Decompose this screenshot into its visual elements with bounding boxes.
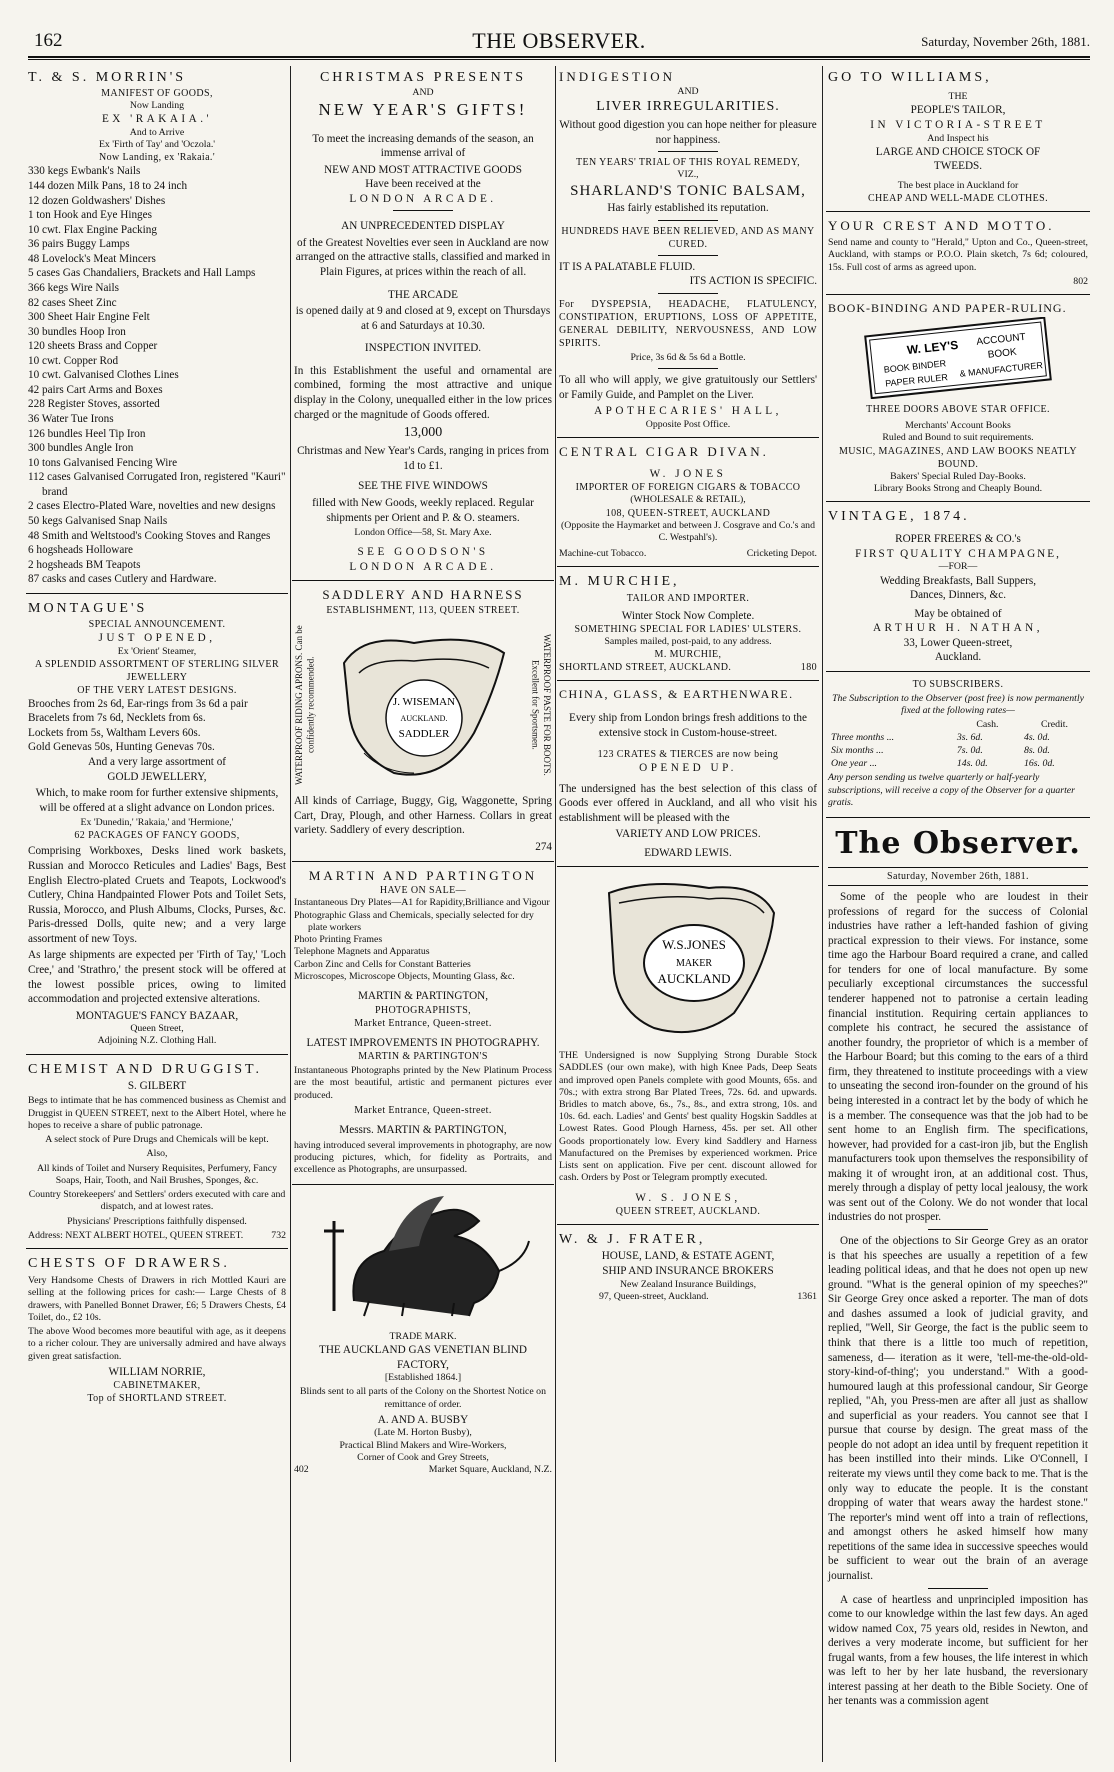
advert-title: YOUR CREST AND MOTTO. — [828, 218, 1055, 234]
advert-text: SEE THE FIVE WINDOWS — [358, 480, 488, 493]
advert-text: The above Wood becomes more beautiful with age, as it deepens to a richer colour. They are universally admired and have always given great satisfaction. — [28, 1326, 286, 1362]
advert-text: To all who will apply, we give gratuitously our Settlers' or Family Guide, and Pamplet on the Liver. — [559, 374, 817, 401]
advert-text: TRADE MARK. — [389, 1330, 457, 1342]
crest-advert — [826, 215, 1090, 295]
advert-text: Address: NEXT ALBERT HOTEL, QUEEN STREET. — [28, 1229, 244, 1241]
column-4 — [826, 66, 1090, 1762]
advert-text: Very Handsome Chests of Drawers in rich Mottled Kauri are selling at the following prices for cash:— Large Chests of 8 drawers, with Panelled Bonnet Drawer, £6; 5 Drawers Chests, £4 Toilet, do., £2 10s. — [28, 1275, 286, 1323]
rate-price: 14s. 0d. — [956, 757, 988, 769]
rate-row — [828, 732, 1088, 745]
advert-text: Ex 'Dunedin,' 'Rakaia,' and 'Hermione,' — [80, 817, 234, 829]
sign-text: BOOK BINDER — [883, 357, 947, 375]
advert-text: Instantaneous Photographs printed by the New Platinum Process are the most beautiful, artistic and permanent pictures ever produced. — [294, 1065, 552, 1101]
morrin-advert — [26, 66, 288, 594]
advert-title: THE AUCKLAND GAS VENETIAN BLIND FACTORY, — [319, 1344, 527, 1371]
advert-title: VINTAGE, 1874. — [828, 509, 970, 525]
advert-text: Messrs. MARTIN & PARTINGTON, — [339, 1123, 507, 1136]
goods-list-item: 300 bundles Angle Iron — [28, 442, 134, 455]
bookbinding-advert — [826, 298, 1090, 502]
advert-text: CHEAP AND WELL-MADE CLOTHES. — [867, 193, 1049, 205]
goods-list-item: 10 cwt. Copper Rod — [28, 354, 119, 367]
rate-period: One year ... — [831, 757, 877, 769]
china-advert — [557, 684, 819, 867]
advert-text: having introduced several improvements in photography, are now producing pictures, which, for fidelity as Portraits, and excellence as Photographs, are unsurpassed. — [294, 1139, 552, 1175]
goods-list-item: 366 kegs Wire Nails — [28, 281, 120, 294]
price-list-item: Brooches from 2s 6d, Ear-rings from 3s 6d a pair — [28, 697, 248, 710]
advert-text: Christmas and New Year's Cards, ranging in prices from 1d to £1. — [297, 445, 549, 472]
murchie-advert — [557, 570, 819, 681]
rate-row — [828, 758, 1088, 771]
advert-text: Blinds sent to all parts of the Colony on the Shortest Notice on remittance of order. — [300, 1386, 546, 1410]
column-1 — [26, 66, 288, 1762]
advert-text: OPENED UP. — [639, 762, 737, 775]
goods-list-item: 12 dozen Goldwashers' Dishes — [28, 194, 166, 207]
advert-text: W. S. JONES, — [635, 1191, 741, 1204]
advert-text: IN VICTORIA-STREET — [870, 118, 1046, 131]
advert-text: Machine-cut Tobacco. — [559, 548, 647, 560]
side-text-right: WATERPROOF PASTE FOR BOOTS. Excellent for Sportsmen. — [530, 634, 552, 777]
goods-list-item: 10 tons Galvanised Fencing Wire — [28, 456, 178, 469]
advert-text: 97, Queen-street, Auckland. — [599, 1290, 709, 1302]
advert-text: As large shipments are expected per 'Firth of Tay,' 'Loch Cree,' and 'Strathro,' the present stock will be offered at the lowest possible prices, owing to limited accommodation and projected extensive alterations. — [28, 949, 286, 1006]
advert-text: 108, QUEEN-STREET, AUCKLAND — [605, 507, 771, 519]
goods-list-item: 120 sheets Brass and Copper — [28, 340, 158, 353]
product-list-item: Telephone Magnets and Apparatus — [294, 946, 430, 958]
subscription-notice — [826, 675, 1090, 818]
stamp-text: MAKER — [675, 958, 713, 970]
advert-text: (WHOLESALE & RETAIL), — [630, 494, 746, 506]
notice-title: TO SUBSCRIBERS. — [912, 678, 1004, 690]
advert-title: CHINA, GLASS, & EARTHENWARE. — [559, 687, 794, 702]
advert-title: T. & S. MORRIN'S — [28, 70, 187, 85]
advert-subtitle: SPECIAL ANNOUNCEMENT. — [88, 618, 226, 630]
advert-title: GO TO WILLIAMS, — [828, 70, 992, 85]
advert-number: 180 — [800, 662, 817, 674]
advert-text: A select stock of Pure Drugs and Chemicals will be kept. — [45, 1134, 269, 1146]
goods-list-item: 48 Smith and Weltstood's Cooking Stoves and Ranges — [28, 529, 271, 542]
advert-title: W. & J. FRATER, — [559, 1232, 706, 1248]
advert-text: Comprising Workboxes, Desks lined work baskets, Russian and Morocco Reticules and Ladies' Bags, Best English Electro-plated Cruets and Teapots, Lockwood's Cutlery, China Handpainted Flower Pots and Toilet Sets, Russia, Morocco, and Plush Albums, Clocks, Purses, &c. Paris-dressed Dolls, quite new; and a very large assortment of new Toys. — [28, 845, 286, 945]
column-header: Cash. — [976, 719, 999, 731]
advert-text: Auckland. — [934, 651, 982, 664]
advert-text: VIZ., — [677, 169, 699, 181]
indigestion-advert — [557, 66, 819, 438]
advert-text: ITS ACTION IS SPECIFIC. — [689, 275, 817, 288]
product-list-item: Instantaneous Dry Plates—A1 for Rapidity,Brilliance and Vigour — [294, 897, 550, 909]
rate-price: 8s. 0d. — [1023, 744, 1050, 756]
advert-title: MARTIN AND PARTINGTON — [308, 867, 538, 883]
stamp-text: AUCKLAND — [657, 971, 731, 987]
advert-text: TEN YEARS' TRIAL OF THIS ROYAL REMEDY, — [576, 157, 800, 169]
rate-row — [828, 745, 1088, 758]
price-list-item: Lockets from 5s, Waltham Levers 60s. — [28, 726, 201, 739]
advert-number: 732 — [271, 1229, 286, 1241]
paragraph-separator — [928, 1588, 988, 1589]
sign-text: BOOK — [987, 346, 1018, 361]
column-header: Credit. — [1041, 719, 1068, 731]
advert-text: GOLD JEWELLERY, — [107, 770, 207, 783]
goods-list-item: 10 cwt. Galvanised Clothes Lines — [28, 369, 179, 382]
advert-text: To meet the increasing demands of the season, an immense arrival of — [312, 132, 534, 160]
advert-text: THE ARCADE — [388, 288, 458, 301]
advert-text: Queen Street, — [130, 1023, 184, 1035]
advert-text: AND — [677, 85, 699, 97]
advert-text: Samples mailed, post-paid, to any address. — [604, 636, 772, 648]
product-list-item: Photo Printing Frames — [294, 934, 383, 946]
rate-price: 7s. 0d. — [956, 744, 983, 756]
saddle-illustration — [324, 623, 524, 788]
advert-number: 402 — [294, 1464, 309, 1476]
advert-text: THE Undersigned is now Supplying Strong Durable Stock SADDLES (our own make), with high Knee Pads, Deep Seats and improved open Panels complete with good Mounts, 65s. and 70s.; with extra strong Bar Plated Trees, 72s. 6d. and upwards. Bridles to match above, 6s., 7s., 8s., and extra strong, 10s. and 10s. 6d. each. Ladies' and Gents' best quality Hogskin Saddles at Lowest Rates. Good Plough Harness, 45s. per set. All other Goods proportionately low. Every kind Saddlery and Harness Manufactured on the Premises by experienced workmen. Price Lists sent on application. Five per cent. discount allowed for cash. Orders by Post or Telegram promptly executed. — [559, 1050, 817, 1184]
advert-title: MONTAGUE'S — [28, 600, 148, 616]
sign-text: PAPER RULER — [884, 371, 949, 389]
advert-title: CENTRAL CIGAR DIVAN. — [559, 444, 769, 460]
christmas-advert — [292, 66, 554, 581]
advert-text: SOMETHING SPECIAL FOR LADIES' ULSTERS. — [574, 624, 802, 636]
advert-text: Country Storekeepers' and Settlers' orders executed with care and dispatch, and at lowest rates. — [28, 1189, 286, 1213]
advert-text: of the Greatest Novelties ever seen in Auckland are now arranged on the attractive stalls, classified and marked in Plain Figures, at prices within the reach of all. — [295, 236, 551, 279]
advert-text: All kinds of Toilet and Nursery Requisites, Perfumery, Fancy Soaps, Hair, Tooth, and Nail Brushes, Sponges, &c. — [36, 1162, 278, 1186]
advert-title: NEW YEAR'S GIFTS! — [318, 100, 528, 120]
price-list-item: Gold Genevas 50s, Hunting Genevas 70s. — [28, 741, 215, 754]
column-3 — [557, 66, 819, 1762]
advert-text: 62 PACKAGES OF FANCY GOODS, — [74, 830, 240, 842]
goods-list-item: 36 Water Tue Irons — [28, 413, 114, 426]
advert-text: (Opposite the Haymarket and between J. Cosgrave and Co.'s and C. Westpahl's). — [561, 519, 815, 543]
griffin-trade-mark — [294, 1191, 544, 1326]
advert-text: Begs to intimate that he has commenced business as Chemist and Druggist in QUEEN STREET, next to the Albert Hotel, where he hopes to receive a share of public patronage. — [28, 1095, 286, 1131]
stamp-text: AUCKLAND. — [400, 714, 448, 724]
advert-text: MARTIN & PARTINGTON'S — [358, 1051, 488, 1063]
advert-text: THREE DOORS ABOVE STAR OFFICE. — [866, 404, 1050, 416]
advert-text: Winter Stock Now Complete. — [621, 609, 755, 622]
advert-text: LARGE AND CHOICE STOCK OF — [875, 145, 1041, 158]
chemist-advert — [26, 1058, 288, 1249]
rate-price: 16s. 0d. — [1023, 757, 1055, 769]
frater-advert — [557, 1228, 819, 1309]
goods-list-item: 30 bundles Hoop Iron — [28, 325, 126, 338]
page-header — [28, 22, 1090, 52]
advert-text: Now Landing, ex 'Rakaia.' — [98, 152, 216, 164]
header-rule-thin — [28, 59, 1090, 60]
advert-text: AN UNPRECEDENTED DISPLAY — [341, 220, 505, 233]
advert-text: LATEST IMPROVEMENTS IN PHOTOGRAPHY. — [306, 1036, 540, 1049]
sign-text: ACCOUNT — [975, 331, 1027, 348]
goods-list-item: 36 pairs Buggy Lamps — [28, 238, 130, 251]
advert-text: And a very large assortment of — [87, 756, 227, 768]
advert-text: S. GILBERT — [127, 1079, 187, 1092]
martin-advert — [292, 865, 554, 1186]
price-list — [28, 697, 286, 755]
cigar-advert — [557, 441, 819, 567]
goods-list-item: 330 kegs Ewbank's Nails — [28, 165, 141, 178]
goods-list-item: 5 cases Gas Chandaliers, Brackets and Hall Lamps — [28, 267, 256, 280]
goods-list-item: 87 casks and cases Cutlery and Hardware. — [28, 573, 217, 586]
rate-period: Six months ... — [831, 744, 884, 756]
bookbinder-sign — [828, 317, 1086, 399]
advert-text: All kinds of Carriage, Buggy, Gig, Waggonette, Spring Cart, Dray, Plough, and other Harness. Collars in great variety. Saddlery of every description. — [294, 795, 552, 837]
goods-list-item: 2 hogsheads BM Teapots — [28, 558, 141, 571]
advert-text: [Established 1864.] — [384, 1372, 462, 1384]
drawers-advert — [26, 1252, 288, 1411]
price-list-item: Bracelets from 7s 6d, Necklets from 6s. — [28, 712, 206, 725]
page-number: 162 — [34, 30, 63, 51]
goods-list-item: 126 bundles Heel Tip Iron — [28, 427, 146, 440]
advert-text: May be obtained of — [914, 607, 1002, 620]
advert-title: SADDLERY AND HARNESS — [322, 587, 524, 603]
goods-list-item: 48 Lovelock's Meat Mincers — [28, 252, 156, 265]
sign-text: & MANUFACTURER — [959, 359, 1044, 379]
advert-text: AND — [412, 87, 434, 99]
paragraph-separator — [928, 1229, 988, 1230]
advert-number: 274 — [535, 841, 552, 854]
advert-text: Which, to make room for further extensive shipments, will be offered at a slight advance on London prices. — [35, 787, 279, 814]
product-list-item: Photographic Glass and Chemicals, specially selected for dry plate workers — [294, 909, 534, 933]
editorial-date: Saturday, November 26th, 1881. — [828, 867, 1088, 886]
advert-text: 123 CRATES & TIERCES are now being — [597, 749, 779, 761]
header-rule — [28, 56, 1090, 58]
advert-text: Adjoining N.Z. Clothing Hall. — [97, 1035, 217, 1047]
advert-subtitle: HAVE ON SALE— — [379, 885, 467, 897]
advert-text: Market Square, Auckland, N.Z. — [428, 1464, 552, 1476]
advert-title: CHESTS OF DRAWERS. — [28, 1256, 230, 1272]
goods-list-item: 10 cwt. Flax Engine Packing — [28, 223, 157, 236]
advert-text: Ruled and Bound to suit requirements. — [882, 432, 1034, 444]
product-list-item: Carbon Zinc and Cells for Constant Batteries — [294, 958, 471, 970]
advert-text: QUEEN STREET, AUCKLAND. — [615, 1206, 761, 1218]
newspaper-title: THE OBSERVER. — [472, 28, 646, 53]
goods-list-item: 2 cases Electro-Plated Ware, novelties and new designs — [28, 500, 276, 513]
editorial-paragraph: Some of the people who are loudest in their professions of regard for the success of Colonial industries have rather a left-handed fashion of giving practical expression to their views. For instance, some time ago the Harbour Board required a crane, and called for tenders for one of local manufacture. By some peculiarly exceptional circumstances the successful tenderer happened not to patronise a certain leading financial institution. Requiring certain appliances to complete his contract, he secured the assistance of another foundry, the proprietor of which is a member of the Harbour Board; but this coming to the ears of a third firm, they threatened to institute proceedings with a view to unseating the second iron-founder on the ground of his being interested in a contract let by the body of which he is a member. The consequence was that the job had to be sent home to an English firm. The specifications, however, had provided for a cast-iron jib, but the English manufacturers took upon themselves the responsibility of making it of wrought iron, at an additional cost. Thus, merely through a display of petty local jealousy, the work was sent out of the Colony. We do not wonder that local industries do not prosper. — [828, 891, 1088, 1224]
advert-text: Practical Blind Makers and Wire-Workers, — [339, 1439, 507, 1451]
advert-text: Dances, Dinners, &c. — [910, 589, 1006, 602]
advert-text: A SPLENDID ASSORTMENT OF STERLING SILVER JEWELLERY — [34, 658, 280, 683]
column-2 — [292, 66, 554, 1762]
advert-subtitle: MANIFEST OF GOODS, — [101, 88, 213, 100]
goods-list-item: 1 ton Hook and Eye Hinges — [28, 209, 152, 222]
advert-text: And to Arrive — [129, 126, 185, 138]
notice-text: Any person sending us twelve quarterly or half-yearly subscriptions, will receive a copy of the Observer for a quarter gratis. — [828, 772, 1075, 808]
advert-text: IMPORTER OF FOREIGN CIGARS & TOBACCO — [575, 482, 801, 494]
montague-advert — [26, 597, 288, 1055]
advert-text: NEW AND MOST ATTRACTIVE GOODS — [324, 163, 522, 176]
advert-title: CHRISTMAS PRESENTS — [319, 70, 527, 85]
advert-text: Merchants' Account Books — [905, 420, 1011, 432]
subscription-rates-table — [828, 719, 1088, 770]
rate-price: 3s. 6d. — [956, 732, 983, 744]
advert-text: (Late M. Horton Busby), — [374, 1427, 472, 1439]
editorial-body — [828, 890, 1088, 1709]
advert-title: M. MURCHIE, — [559, 574, 680, 590]
advert-text: VARIETY AND LOW PRICES. — [615, 828, 761, 841]
rate-period: Three months ... — [831, 732, 895, 744]
advert-text: A. AND A. BUSBY — [377, 1413, 469, 1426]
advert-subtitle: TAILOR AND IMPORTER. — [626, 592, 750, 604]
advert-text: Price, 3s 6d & 5s 6d a Bottle. — [630, 351, 746, 363]
advert-text: Market Entrance, Queen-street. — [354, 1104, 492, 1116]
advert-text: Has fairly established its reputation. — [607, 202, 769, 215]
advert-text: The best place in Auckland for — [897, 179, 1019, 191]
column-divider — [822, 66, 823, 1762]
product-list-item: Microscopes, Microscope Objects, Mounting Glass, &c. — [294, 970, 515, 982]
advert-text: W. JONES — [649, 467, 727, 480]
advert-subtitle: ESTABLISHMENT, 113, QUEEN STREET. — [326, 605, 520, 617]
advert-title: SHARLAND'S TONIC BALSAM, — [570, 182, 806, 199]
rate-price: 4s. 0d. — [1023, 732, 1050, 744]
advert-text: EX 'RAKAIA.' — [101, 113, 213, 126]
advert-text: Top of SHORTLAND STREET. — [87, 1393, 227, 1405]
stamp-text: W.S.JONES — [662, 937, 726, 953]
advert-text: M. MURCHIE, — [654, 649, 722, 661]
goods-list-item: 82 cases Sheet Zinc — [28, 296, 117, 309]
product-list — [294, 897, 552, 983]
advert-title: INDIGESTION — [559, 69, 676, 84]
goods-list-item: 112 cases Galvanised Corrugated Iron, registered "Kauri" brand — [28, 471, 286, 498]
issue-date: Saturday, November 26th, 1881. — [921, 34, 1090, 49]
advert-text: Wedding Breakfasts, Ball Suppers, — [879, 574, 1036, 587]
advert-text: ROPER FREERES & CO.'s — [895, 533, 1021, 546]
advert-text: Market Entrance, Queen-street. — [354, 1017, 492, 1029]
advert-text: APOTHECARIES' HALL, — [594, 405, 782, 418]
advert-title: CHEMIST AND DRUGGIST. — [28, 1061, 262, 1077]
advert-text: JUST OPENED, — [98, 631, 216, 644]
goods-list-item: 42 pairs Cart Arms and Boxes — [28, 383, 163, 396]
editorial-paragraph: A case of heartless and unprincipled imposition has come to our knowledge within the last few days. An aged widow named Cox, 75 years old, resides in Newton, and derives a very moderate income, but sufficient for her frugal wants, from a few houses, the life interest in which was left to her by her late husband, the reversionary interest passing at her death to the Bible Society. One of her tenants was a commission agent — [828, 1593, 1088, 1708]
advert-text: MUSIC, MAGAZINES, AND LAW BOOKS NEATLY BOUND. — [839, 445, 1077, 470]
editorial-paragraph: One of the objections to Sir George Grey as an orator is that his speeches are usually a repetition of a few leading political ideas, and that he does not open up new ground. "What is the general opinion of my speeches?" Sir George Grey once asked a reporter. The man of dots and dashes assumed a look of judicial gravity, and replied, "Well, Sir George, the fact is the public seem to think that there is a little too much of repetition, sameness, d— iteration as it were, 'tell-me-the-old-old-story-kind-of-thing'; you understand." With a good-humoured laugh at this professional candour, Sir George replied, "Ah, you Press-men are after all just as shallow and superficial as your readers. You cannot see that I pursue that course by design. The great mass of the people do not adopt an idea until by frequent repetition it has been instilled into their minds. Like O'Connell, I reiterate my views until they come back to me. That is the only way to educate the people. It is the constant dropping of water that wears away the hardest stone." The reporter's mind went off into a train of reflections, and amongst others he asked himself how many repetitions of the same idea in successive speeches would be sufficient to wear out the brain of an average journalist. — [828, 1235, 1088, 1582]
column-divider — [555, 66, 556, 1762]
advert-text: SHORTLAND STREET, AUCKLAND. — [559, 662, 732, 674]
advert-text: IT IS A PALATABLE FLUID. — [559, 260, 696, 273]
advert-text: EDWARD LEWIS. — [644, 846, 732, 859]
advert-text: For DYSPEPSIA, HEADACHE, FLATULENCY, CONSTIPATION, ERUPTIONS, LOSS OF APPETITE, GENERAL DEBILITY, NERVOUSNESS, AND LOW SPIRITS. — [559, 298, 817, 349]
advert-text: Without good digestion you can hope neither for pleasure nor happiness. — [559, 119, 817, 146]
sign-text: W. LEY'S — [906, 337, 959, 357]
advert-text: PHOTOGRAPHISTS, — [374, 1004, 472, 1016]
wsjones-advert — [557, 870, 819, 1225]
busby-advert — [292, 1188, 554, 1482]
editorial-section — [826, 821, 1090, 1717]
advert-text: New Zealand Insurance Buildings, — [619, 1278, 757, 1290]
advert-text: ARTHUR H. NATHAN, — [872, 622, 1044, 635]
advert-text: —FOR— — [938, 561, 978, 573]
stamp-text: SADDLER — [398, 728, 450, 741]
advert-text: Send name and county to "Herald," Upton and Co., Queen-street, Auckland, with stamps or P.O.O. Plain sketch, 7s 6d; coloured, 15s. Full cost of arms as agreed upon. — [828, 237, 1088, 273]
goods-list-item: 300 Sheet Hair Engine Felt — [28, 311, 150, 324]
advert-text: MONTAGUE'S FANCY BAZAAR, — [75, 1009, 239, 1022]
advert-text: HUNDREDS HAVE BEEN RELIEVED, AND AS MANY CURED. — [561, 225, 815, 250]
advert-text: Opposite Post Office. — [645, 418, 731, 430]
advert-text: Now Landing — [129, 100, 185, 112]
advert-text: OF THE VERY LATEST DESIGNS. — [77, 684, 237, 696]
advert-text: Cricketing Depot. — [746, 548, 817, 560]
advert-text: LONDON ARCADE. — [349, 192, 497, 205]
side-text-left: WATERPROOF RIDING APRONS. Can be confidently recommended. — [294, 625, 316, 786]
advert-text: Bakers' Special Ruled Day-Books. — [890, 470, 1026, 482]
advert-text: THE — [948, 91, 968, 103]
advert-text: Corner of Cook and Grey Streets, — [357, 1451, 489, 1463]
goods-list-item: 50 kegs Galvanised Snap Nails — [28, 514, 168, 527]
advert-text: Ex 'Firth of Tay' and 'Oczola.' — [98, 139, 216, 151]
goods-list-item: 228 Register Stoves, assorted — [28, 398, 160, 411]
advert-title: BOOK-BINDING AND PAPER-RULING. — [828, 300, 1067, 315]
advert-text: Also, — [146, 1148, 168, 1160]
williams-advert — [826, 66, 1090, 212]
advert-title: LIVER IRREGULARITIES. — [596, 99, 780, 115]
advert-text: The undersigned has the best selection of this class of Goods ever offered in Auckland, and all who visit his establishment will be pleased with the — [559, 782, 817, 824]
advert-text: HOUSE, LAND, & ESTATE AGENT, — [601, 1250, 775, 1263]
column-divider — [290, 66, 291, 1762]
goods-list-item: 6 hogsheads Holloware — [28, 544, 134, 557]
stamp-text: J. WISEMAN — [392, 696, 456, 709]
advert-text: WILLIAM NORRIE, — [108, 1365, 206, 1378]
advert-text: CABINETMAKER, — [113, 1380, 201, 1392]
goods-list — [28, 164, 286, 586]
advert-text: filled with New Goods, weekly replaced. Regular shipments per Orient and P. & O. steamers. — [312, 496, 534, 524]
advert-text: Library Books Strong and Cheaply Bound. — [873, 482, 1043, 494]
advert-text: In this Establishment the useful and ornamental are combined, forming the most attractive and unique display in the Colony, unequalled either in the low prices charged or the magnitude of Goods offered. — [294, 364, 552, 421]
saddlery-advert — [292, 584, 554, 861]
advert-text: PEOPLE'S TAILOR, — [910, 104, 1006, 117]
advert-text: TWEEDS. — [933, 160, 983, 173]
advert-text: SEE GOODSON'S — [357, 546, 489, 559]
advert-text: is opened daily at 9 and closed at 9, except on Thursdays at 6 and Saturdays at 10.30. — [295, 305, 551, 332]
advert-text: SHIP AND INSURANCE BROKERS — [602, 1264, 774, 1277]
advert-text: MARTIN & PARTINGTON, — [357, 990, 489, 1003]
editorial-masthead: The Observer. — [835, 826, 1081, 862]
advert-text: Physicians' Prescriptions faithfully dispensed. — [67, 1215, 247, 1227]
advert-text: London Office—58, St. Mary Axe. — [354, 527, 492, 539]
advert-text: And Inspect his — [927, 132, 989, 144]
saddle-illustration — [559, 873, 817, 1043]
advert-text: FIRST QUALITY CHAMPAGNE, — [855, 547, 1061, 560]
advert-text: Ex 'Orient' Steamer, — [117, 645, 197, 657]
saddle-illustration-block — [294, 617, 552, 792]
vintage-advert — [826, 505, 1090, 672]
advert-text: LONDON ARCADE. — [349, 560, 497, 573]
advert-text: 13,000 — [403, 425, 443, 441]
notice-text: The Subscription to the Observer (post free) is now permanently fixed at the following rates— — [832, 692, 1084, 717]
advert-text: INSPECTION INVITED. — [364, 342, 482, 355]
advert-text: Every ship from London brings fresh additions to the extensive stock in Custom-house-street. — [568, 711, 807, 739]
advert-text: 33, Lower Queen-street, — [903, 636, 1013, 649]
goods-list-item: 144 dozen Milk Pans, 18 to 24 inch — [28, 180, 188, 193]
advert-number: 802 — [1073, 275, 1088, 287]
advert-number: 1361 — [797, 1290, 817, 1302]
advert-text: Have been received at the — [365, 178, 481, 191]
